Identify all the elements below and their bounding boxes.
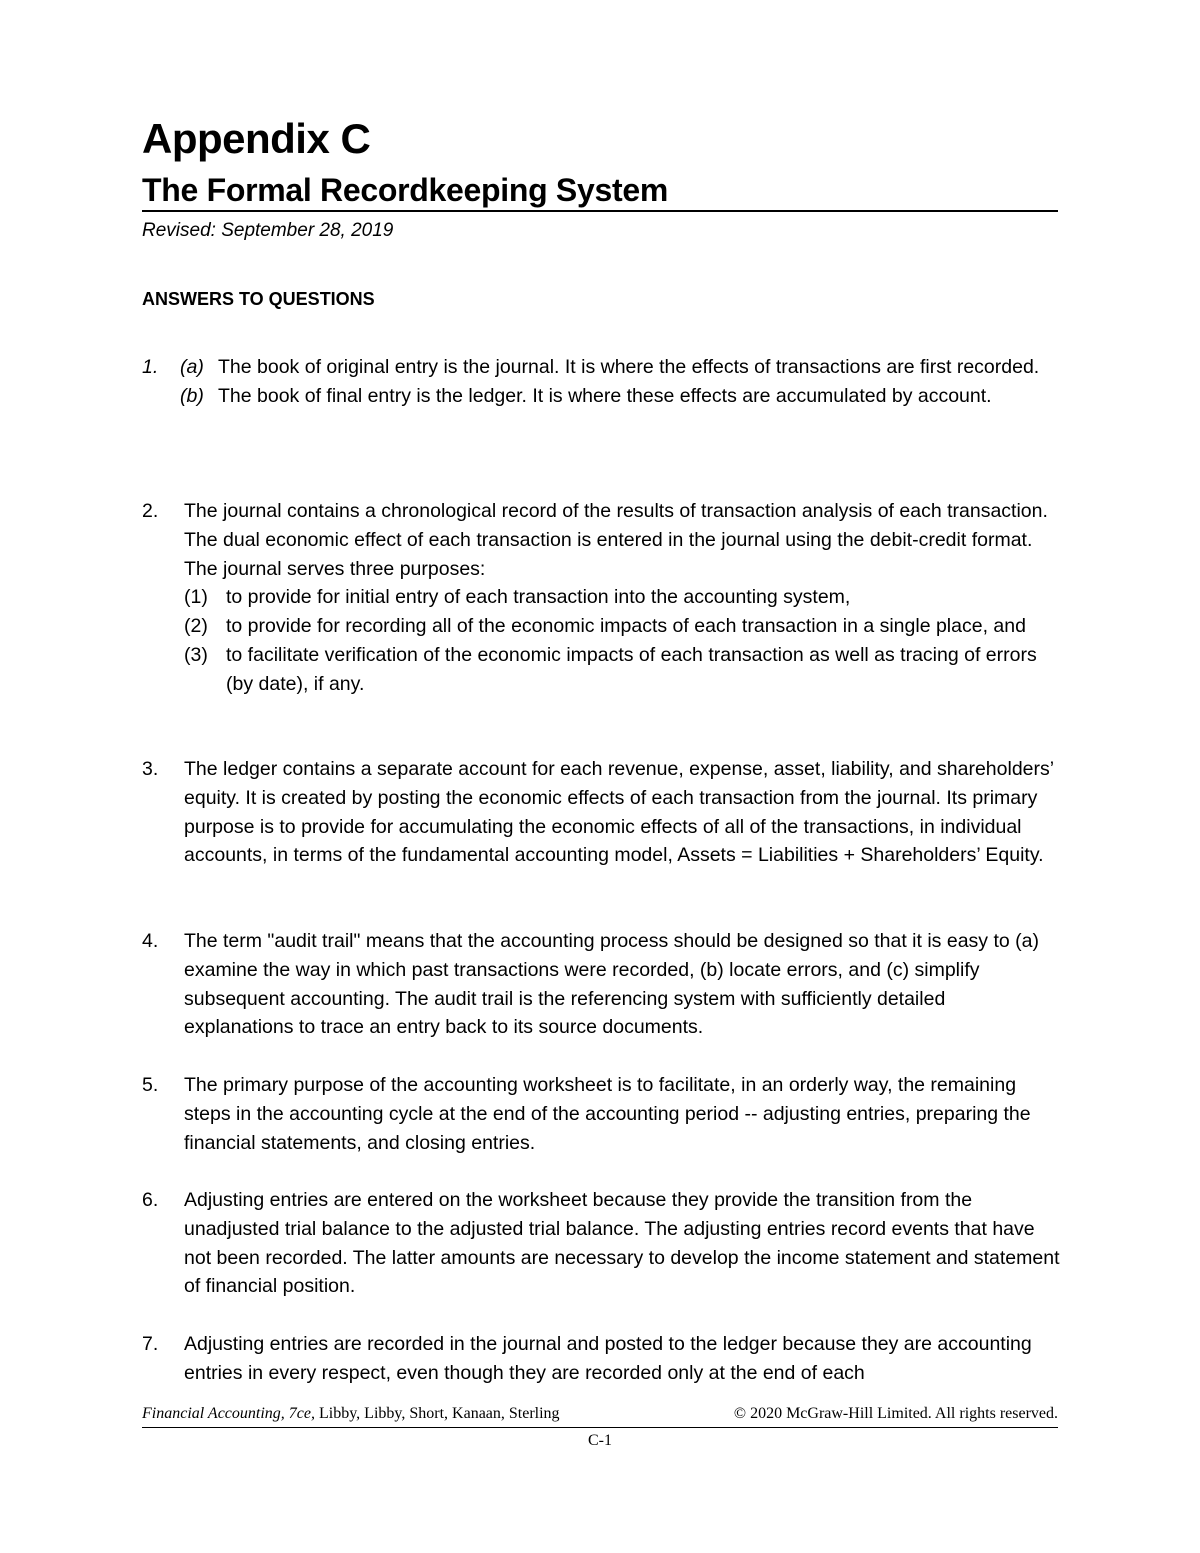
- part-text: The book of original entry is the journal. It is where the effects of transactions are first recorded.: [218, 356, 1040, 378]
- question-6: [142, 1186, 1060, 1301]
- list-number: (1): [184, 586, 208, 609]
- question-number: 1.: [142, 356, 159, 378]
- list-text: to provide for recording all of the economic impacts of each transaction in a single place, and: [226, 615, 1026, 638]
- list-number: (2): [184, 615, 208, 638]
- revised-date: Revised: September 28, 2019: [142, 220, 394, 241]
- question-text: The primary purpose of the accounting worksheet is to facilitate, in an orderly way, the remaining steps in the accounting cycle at the end of the accounting period -- adjusting entries, preparing the financial statements, and closing entries.: [184, 1074, 1031, 1154]
- question-number: 7.: [142, 1333, 159, 1355]
- question-text: Adjusting entries are entered on the worksheet because they provide the transition from the unadjusted trial balance to the adjusted trial balance. The adjusting entries record events that have not been recorded. The latter amounts are necessary to develop the income statement and statement of financial position.: [184, 1189, 1060, 1298]
- question-1: [142, 353, 1060, 411]
- list-text: to facilitate verification of the economic impacts of each transaction as well as tracing of errors (by date), if any.: [226, 643, 1037, 695]
- part-label: (b): [180, 384, 204, 407]
- question-number: 3.: [142, 758, 159, 780]
- list-number: (3): [184, 643, 208, 666]
- question-number: 4.: [142, 930, 159, 952]
- question-5: [142, 1071, 1060, 1157]
- question-4: [142, 927, 1060, 1042]
- question-part-a: [180, 353, 1060, 382]
- list-item: [184, 583, 1060, 612]
- list-item: [184, 641, 1060, 699]
- question-number: 2.: [142, 500, 159, 522]
- question-number: 5.: [142, 1074, 159, 1096]
- question-number: 6.: [142, 1189, 159, 1211]
- list-item: [184, 612, 1060, 641]
- question-text: The term "audit trail" means that the accounting process should be designed so that it is easy to (a) examine the way in which past transactions were recorded, (b) locate errors, and (c) simplify subsequent accounting. The audit trail is the referencing system with sufficiently detailed explanations to trace an entry back to its source documents.: [184, 930, 1039, 1039]
- footer-divider: [142, 1427, 1058, 1428]
- question-text: The ledger contains a separate account for each revenue, expense, asset, liability, and shareholders’ equity. It is created by posting the economic effects of each transaction from the journal. Its primary purpose is to provide for accumulating the economic effects of all of the transactions, in individual accounts, in terms of the fundamental accounting model, Assets = Liabilities + Shareholders’ Equity.: [184, 758, 1054, 867]
- part-label: (a): [180, 356, 204, 378]
- question-2: [142, 497, 1060, 699]
- question-part-b: [180, 382, 1060, 411]
- question-7: [142, 1330, 1060, 1388]
- page-subtitle: The Formal Recordkeeping System: [142, 172, 668, 208]
- footer-authors: Libby, Libby, Short, Kanaan, Sterling: [315, 1405, 560, 1422]
- section-heading: ANSWERS TO QUESTIONS: [142, 289, 375, 309]
- page-title: Appendix C: [142, 115, 371, 162]
- question-3: [142, 755, 1060, 870]
- page-number: C-1: [588, 1432, 612, 1449]
- title-divider: [142, 210, 1058, 212]
- question-text: The journal contains a chronological record of the results of transaction analysis of each transaction. The dual economic effect of each transaction is entered in the journal using the debit-credit format. The journal serves three purposes:: [184, 500, 1048, 580]
- footer-copyright: © 2020 McGraw-Hill Limited. All rights reserved.: [733, 1405, 1058, 1422]
- part-text: The book of final entry is the ledger. It is where these effects are accumulated by account.: [218, 384, 992, 407]
- footer-citation: [142, 1403, 560, 1425]
- question-text: Adjusting entries are recorded in the journal and posted to the ledger because they are accounting entries in every respect, even though they are recorded only at the end of each: [184, 1333, 1032, 1384]
- footer-book-title: Financial Accounting, 7ce,: [142, 1405, 315, 1422]
- list-text: to provide for initial entry of each transaction into the accounting system,: [226, 586, 851, 609]
